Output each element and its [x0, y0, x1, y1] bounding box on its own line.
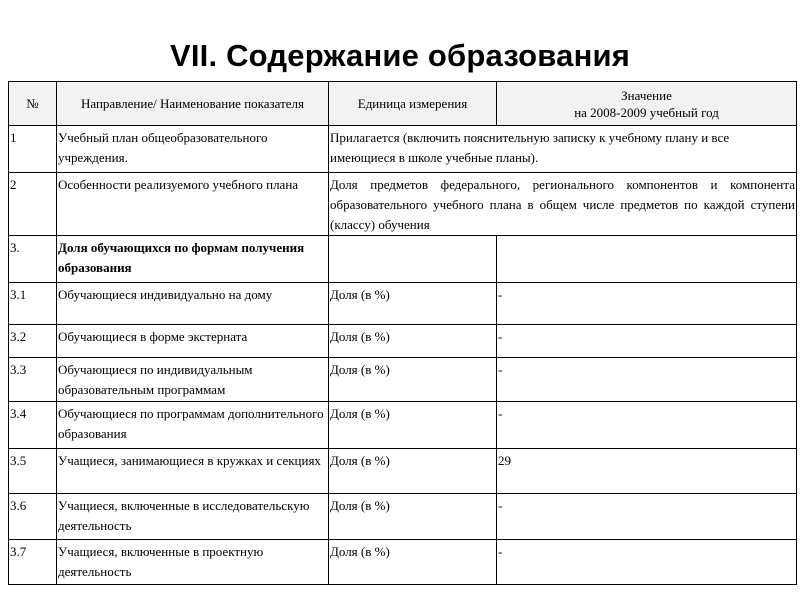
table-row [9, 126, 797, 173]
row-name: Учебный план общеобразовательного учреждения. [57, 126, 329, 173]
row-name: Обучающиеся по программам дополнительного образования [57, 402, 329, 449]
row-unit: Доля (в %) [329, 325, 497, 358]
row-name: Учащиеся, включенные в проектную деятельность [57, 540, 329, 585]
header-value-line1: Значение [621, 87, 672, 103]
row-value: - [497, 494, 797, 540]
row-value [497, 236, 797, 283]
row-num: 3.1 [9, 283, 57, 325]
header-value-line2: на 2008-2009 учебный год [574, 104, 719, 120]
table-row [9, 540, 797, 585]
row-num: 3.5 [9, 449, 57, 494]
row-value: 29 [497, 449, 797, 494]
content-table [8, 81, 797, 585]
row-unit: Доля (в %) [329, 494, 497, 540]
row-unit: Доля (в %) [329, 358, 497, 402]
row-name: Доля обучающихся по формам получения образования [57, 236, 329, 283]
table-row [9, 283, 797, 325]
row-value: - [497, 540, 797, 585]
row-num: 3.3 [9, 358, 57, 402]
row-name: Учащиеся, занимающиеся в кружках и секциях [57, 449, 329, 494]
page-title: VII. Содержание образования [169, 38, 631, 73]
row-value: - [497, 325, 797, 358]
row-unit: Доля (в %) [329, 449, 497, 494]
row-num: 2 [9, 173, 57, 236]
row-num: 3.4 [9, 402, 57, 449]
row-name: Обучающиеся в форме экстерната [57, 325, 329, 358]
header-unit: Единица измерения [329, 82, 497, 126]
header-name: Направление/ Наименование показателя [57, 82, 329, 126]
row-num: 3.7 [9, 540, 57, 585]
header-num: № [9, 82, 57, 126]
table-row [9, 236, 797, 283]
table-header-row [9, 82, 797, 126]
row-name: Обучающиеся по индивидуальным образовательным программам [57, 358, 329, 402]
row-name: Обучающиеся индивидуально на дому [57, 283, 329, 325]
row-unit: Доля (в %) [329, 283, 497, 325]
table-row [9, 494, 797, 540]
row-value: - [497, 283, 797, 325]
row-num: 1 [9, 126, 57, 173]
table-row [9, 325, 797, 358]
row-name: Особенности реализуемого учебного плана [57, 173, 329, 236]
row-name: Учащиеся, включенные в исследовательскую деятельность [57, 494, 329, 540]
header-value [497, 82, 797, 126]
table-row [9, 402, 797, 449]
row-num: 3.2 [9, 325, 57, 358]
table-row [9, 449, 797, 494]
row-num: 3.6 [9, 494, 57, 540]
table-row [9, 173, 797, 236]
row-unit: Доля (в %) [329, 540, 497, 585]
row-value: - [497, 402, 797, 449]
row-unit: Доля (в %) [329, 402, 497, 449]
row-unit [329, 236, 497, 283]
row-merged-note: Доля предметов федерального, регионального компонентов и компонента образовательного учебного плана в общем числе предметов по каждой ступени (классу) обучения [329, 173, 797, 236]
row-merged-note: Прилагается (включить пояснительную записку к учебному плану и все имеющиеся в школе учебные планы). [329, 126, 797, 173]
row-value: - [497, 358, 797, 402]
row-num: 3. [9, 236, 57, 283]
table-row [9, 358, 797, 402]
